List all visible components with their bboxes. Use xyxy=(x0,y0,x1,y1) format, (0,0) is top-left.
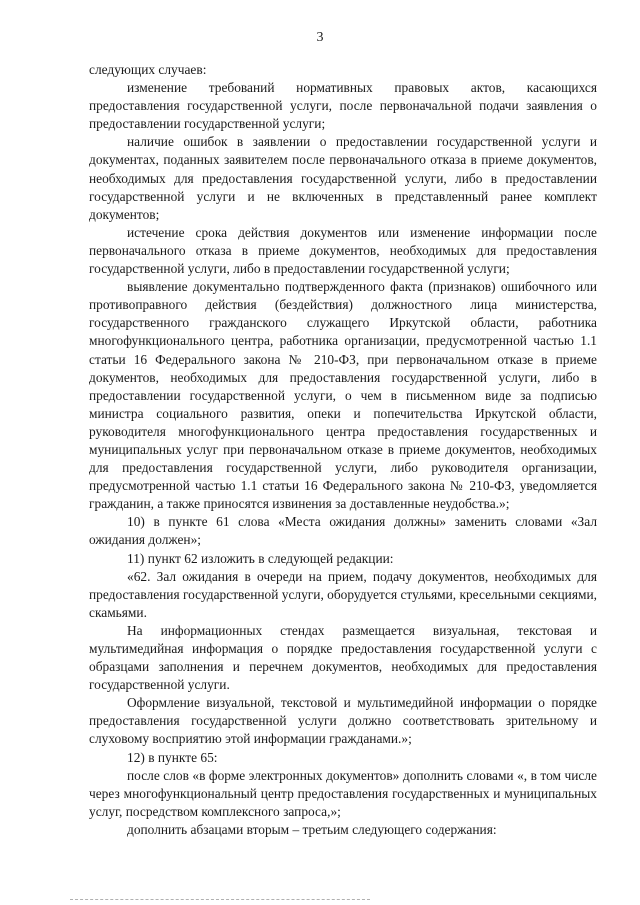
paragraph: 11) пункт 62 изложить в следующей редакции: xyxy=(127,550,394,566)
paragraph: наличие ошибок в заявлении о предоставлении государственной услуги и документах, поданных заявителем после первоначального отказа в приеме документов, необходимых для предоставления государственной услуги, либо в предоставлении государственной услуги и не включенных в представленный ранее комплект документов; xyxy=(89,134,597,222)
paragraph: после слов «в форме электронных документов» дополнить словами «, в том числе через многофункциональный центр предоставления государственных и муниципальных услуг, посредством комплексного запроса,»; xyxy=(89,767,597,819)
page-number: 3 xyxy=(316,30,324,45)
paragraph: выявление документально подтвержденного факта (признаков) ошибочного или противоправного действия (бездействия) должностного лица министерства, государственного гражданского служащего Иркутской области, работника многофункционального центра, работника организации, предусмотренной частью 1.1 статьи 16 Федерального закона № 210-ФЗ, при первоначальном отказе в приеме документов, необходимых для предоставления государственной услуги, либо в предоставлении государственной услуги, о чем в письменном виде за подписью министра социального развития, опеки и попечительства Иркутской области, руководителя многофункционального центра предоставления государственных и муниципальных услуг при первоначальном отказе в приеме документов, необходимых для предоставления государственной услуги, либо руководителя организации, предусмотренной частью 1.1 статьи 16 Федерального закона № 210-ФЗ, уведомляется гражданин, а также приносятся извинения за доставленные неудобства.»; xyxy=(89,279,597,512)
paragraph: «62. Зал ожидания в очереди на прием, подачу документов, необходимых для предоставления государственной услуги, оборудуется стульями, кресельными секциями, скамьями. xyxy=(89,568,597,620)
paragraph: На информационных стендах размещается визуальная, текстовая и мультимедийная информация о порядке предоставления государственной услуги с образцами заполнения и перечнем документов, необходимых для предоставления государственной услуги. xyxy=(89,622,597,693)
paragraph: Оформление визуальной, текстовой и мультимедийной информации о порядке предоставления государственной услуги должно соответствовать зрительному и слуховому восприятию этой информации гражданами.»; xyxy=(89,695,597,747)
paragraph: истечение срока действия документов или изменение информации после первоначального отказа в приеме документов, необходимых для предоставления государственной услуги, либо в предоставлении государственной услуги; xyxy=(89,224,597,277)
footer-rule xyxy=(70,899,370,900)
paragraph: 12) в пункте 65: xyxy=(127,749,218,765)
document-body xyxy=(89,61,597,839)
paragraph: дополнить абзацами вторым – третьим следующего содержания: xyxy=(127,821,497,837)
paragraph: следующих случаев: xyxy=(89,62,207,77)
paragraph: 10) в пункте 61 слова «Места ожидания должны» заменить словами «Зал ожидания должен»; xyxy=(89,514,597,548)
paragraph: изменение требований нормативных правовых актов, касающихся предоставления государственной услуги, после первоначальной подачи заявления о предоставлении государственной услуги; xyxy=(89,80,597,132)
